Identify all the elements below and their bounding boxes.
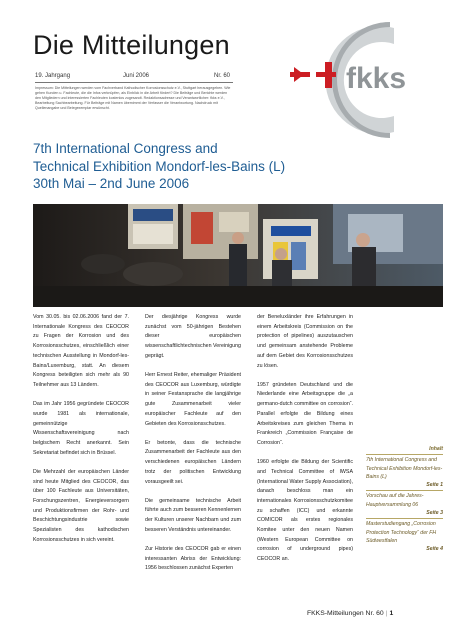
article-paragraph: Vom 30.05. bis 02.06.2006 fand der 7. Internationale Kongress des CEOCOR zu Fragen der Korrosion und des Korrosionsschutzes, einschließlich einer technischen Ausstellung in Mondorf-les-Bains/Luxemburg, statt. An diesem Kongress beteiligten sich mehr als 90 Teilnehmer aus 13 Ländern. (33, 314, 129, 388)
page-footer (307, 609, 437, 618)
contents-entry-page: Seite 1 (426, 482, 443, 489)
contents-entry-title: Masterstudiengang „Corrosion Protection Technology“ der FH Südwestfalen (366, 521, 437, 544)
article-headline (33, 140, 433, 193)
article-paragraph: 1957 gründeten Deutschland und die Niederlande eine Arbeitsgruppe die „a germano-dutch committee on corrosion“. Parallel erfolgte die Bildung eines Arbeitskreises zum gleichen Thema in Frankreich „Commission Française de Corrosion“. (257, 381, 353, 446)
contents-box (366, 445, 443, 554)
headline-line-3: 30th Mai – 2nd June 2006 (33, 176, 190, 191)
article-paragraph: Zur Historie des CEOCOR gab er einen interessanten Abriss der Entwicklung: 1956 beschlossen zunächst Experten (145, 546, 241, 572)
contents-entry[interactable] (366, 492, 443, 517)
newsletter-title: Die Mitteilungen (33, 30, 230, 60)
logo-plus-vertical (325, 62, 332, 88)
issue-date: Juni 2006 (123, 73, 150, 79)
logo-wordmark: fkks (346, 62, 407, 95)
contents-entry-page: Seite 3 (426, 510, 443, 517)
article-column-2 (145, 313, 241, 584)
contents-entry-title: 7th International Congress and Technical Exhibition Mondorf-les-Bains (L) (366, 457, 443, 480)
page-number: 1 (389, 610, 394, 617)
article-paragraph: 1960 erfolgte die Bildung der Scientific and Technical Committee of IWSA (International Water Supply Association), danach beschloss man ein internationales Korrosionsschutzkomitee zu schaffen (ICC) und erkannte COMICOR als erstes regionales Komitee unter den neuen Namen (Western European Committee on corrosion of underground pipes) CEOCOR an. (257, 459, 353, 563)
masthead-divider (35, 82, 233, 83)
contents-divider (366, 518, 443, 519)
article-paragraph: Herr Ernest Reiter, ehemaliger Präsident des CEOCOR aus Luxemburg, würdigte in seiner Festansprache die langjährige gute Zusammenarbeit vieler europäischer Fachleute auf den Gebieten des Korrosionsschutzes. (145, 372, 241, 427)
article-paragraph: Der diesjährige Kongress wurde zunächst vom 50-jährigen Bestehen dieser europäischen wissenschaftlichtechnischen Vereinigung geprägt. (145, 314, 241, 359)
article-paragraph: Das im Jahr 1956 gegründete CEOCOR wurde 1981 als internationale, gemeinnützige Wissenschaftsvereinigung nach belgischem Recht anerkannt. Sein Sekretariat befindet sich in Brüssel. (33, 401, 129, 456)
headline-line-2: Technical Exhibition Mondorf-les-Bains (L) (33, 158, 286, 174)
article-column-3 (257, 313, 353, 574)
article-paragraph: Die gemeinsame technische Arbeit führte auch zum besseren Kennenlernen der Kulturen unserer Nachbarn und zum besseren Verständnis untereinander. (145, 497, 241, 533)
contents-entry-page: Seite 4 (426, 546, 443, 553)
contents-entry-title: Vorschau auf die Jahres-Hauptversammlung 06 (366, 493, 424, 508)
issue-number: Nr. 60 (213, 73, 230, 79)
volume-label: 19. Jahrgang (35, 73, 71, 79)
footer-separator: | (385, 610, 388, 617)
imprint-text: Impressum: Die Mitteilungen werden vom Fachverband Kathodischer Korrosionsschutz e.V., Stuttgart herausgegeben. Wie gehen Kunden u. Fachleute, die die Infos verknüpfen, als Einblick in die Arbeit fördert? Die Beiträge und Berichte werden den Mitgliedern und interessierten Fachleuten kostenlos zugesandt. Redaktionsadresse und Verantwortlicher: fkks e.V., Bearbeitung Sachbearbeitung. Für Beiträge mit Namen übernimmt der Verfasser die Verantwortung. Nachdruck mit Quellenangabe und Belegexemplar erwünscht. (35, 86, 231, 110)
fkks-logo (282, 20, 442, 140)
contents-divider (366, 454, 443, 455)
footer-label: FKKS-Mitteilungen Nr. 60 (307, 610, 384, 617)
exhibition-scene-image (33, 204, 443, 307)
logo-arrow-icon (294, 67, 304, 82)
contents-entry[interactable] (366, 456, 443, 489)
contents-heading: Inhalt (429, 446, 443, 452)
contents-entry[interactable] (366, 520, 443, 553)
headline-line-1: 7th International Congress and (33, 141, 218, 156)
article-paragraph: der Beneluxländer ihre Erfahrungen in einem Arbeitskreis (Commission on the protection of pipelines) auszutauschen und gemeinsam anstehende Probleme auf dem Gebiet des Korrosionsschutzes zu lösen. (257, 314, 353, 369)
article-column-1 (33, 313, 129, 555)
congress-photo (33, 204, 443, 307)
article-paragraph: Er betonte, dass die technische Zusammenarbeit der Fachleute aus den verschiedenen europäischen Ländern trotz der politischen Entwicklung vorausgeeilt sei. (145, 439, 241, 485)
contents-divider (366, 490, 443, 491)
article-paragraph: Die Mehrzahl der europäischen Länder sind heute Mitglied des CEOCOR, das über 100 Fachleute aus Universitäten, Forschungszentren, Energieversorgern und Produktionsfirmen der Rohr- und Beschichtungsindustrie sowie Spezialisten des kathodischen Korrosionsschutzes in sich vereint. (33, 468, 129, 543)
